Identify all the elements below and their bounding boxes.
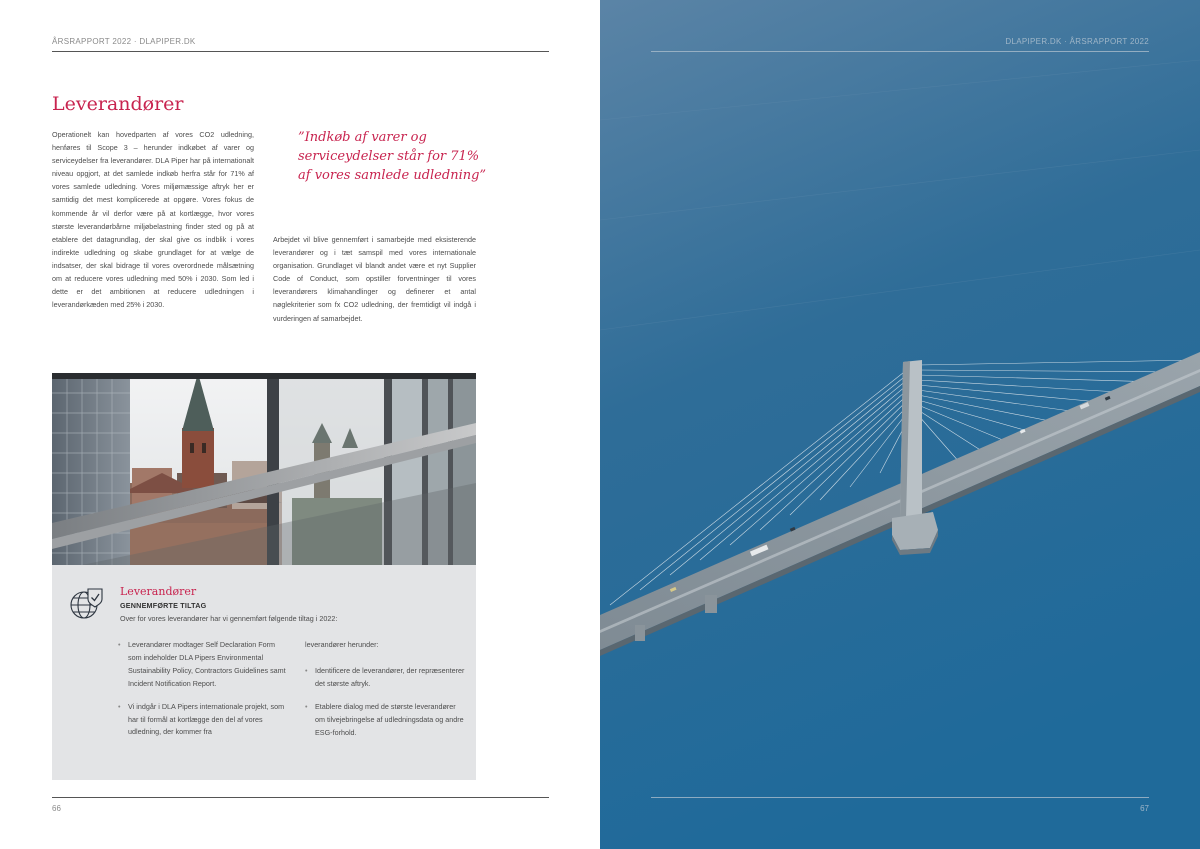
list-item	[305, 665, 465, 691]
footer-rule-left	[52, 797, 549, 798]
right-page	[600, 0, 1200, 849]
infobox-intro: Over for vores leverandører har vi gennemført følgende tiltag i 2022:	[120, 614, 338, 623]
running-head-right: DLAPIPER.DK · ÅRSRAPPORT 2022	[1005, 37, 1149, 46]
infobox-title: Leverandører	[120, 585, 197, 598]
page-title: Leverandører	[52, 93, 184, 115]
globe-check-icon	[68, 585, 104, 621]
list-item-text: Identificere de leverandører, der repræsenterer det største aftryk.	[315, 665, 465, 688]
bridge-aerial-photo	[600, 0, 1200, 849]
infobox-subtitle: GENNEMFØRTE TILTAG	[120, 601, 207, 610]
header-rule-right	[651, 51, 1149, 52]
office-window-photo	[52, 373, 476, 565]
bullet: •	[305, 665, 308, 675]
running-head-left: ÅRSRAPPORT 2022 · DLAPIPER.DK	[52, 37, 196, 46]
bullet: •	[118, 701, 121, 711]
body-text-column-2: Arbejdet vil blive gennemført i samarbejde med eksisterende leverandører og i tæt samspil med vores internationale organisation. Grundlaget vil blandt andet være et nyt Supplier Code of Conduct, som opstiller forventninger til vores leverandørers klimahandlinger og definerer et antal nøglekriterier som fx CO2 udledning, der fremtidigt vil indgå i vurderingen af samarbejdet.	[273, 235, 476, 323]
bullet: •	[305, 701, 308, 711]
bullet-list-1	[118, 639, 288, 739]
bullet-list-2	[305, 665, 465, 740]
list-item	[118, 701, 288, 740]
footer-rule-right	[651, 797, 1149, 798]
list-item	[118, 639, 288, 691]
bullet: •	[118, 640, 121, 649]
list-item	[305, 701, 465, 740]
list-item-text: Leverandører modtager Self Declaration Form som indeholder DLA Pipers Environmental Sustainability Policy, Contractors Guidelines samt Incident Notification Report.	[128, 640, 286, 688]
list-item-text: Vi indgår i DLA Pipers internationale projekt, som har til formål at kortlægge den del af vores udledning, der kommer fra	[128, 701, 285, 737]
infobox-column-2	[305, 639, 465, 749]
body-text-column-1: Operationelt kan hovedparten af vores CO2 udledning, henføres til Scope 3 – herunder indkøbet af varer og serviceydelser fra leverandører. DLA Piper har på internationalt niveau opgjort, at det samlede indkøb herfra står for 71% af vores samlede udledning. Vores miljømæssige aftryk her er samtidig det mest komplicerede at opgøre. Vores fokus de kommende år vil derfor være på at kortlægge, hvor vores største leverandørbårne miljøbelastning finder sted og på at etablere det datagrundlag, der skal give os indblik i vores indirekte udledning og skabe grundlaget for at vælge de indsatser, der skal bidrage til vores overordnede målsætning om at reducere vores udledning med 50% i 2030. Som led i dette er det ambitionen at reducere udledningen i leverandørkæden med 25% i 2030.	[52, 130, 254, 310]
pull-quote: ”Indkøb af varer og serviceydelser står for 71% af vores samlede udledning”	[298, 130, 487, 183]
page-number-left: 66	[52, 804, 61, 813]
office-window-illustration	[52, 373, 476, 565]
page-number-right: 67	[1140, 804, 1149, 813]
list-item-text: Etablere dialog med de største leverandører om tilvejebringelse af udledningsdata og andre ESG-forhold.	[315, 701, 464, 737]
header-rule-left	[52, 51, 549, 52]
infobox	[52, 565, 476, 780]
list-continuation: leverandører herunder:	[305, 640, 379, 649]
infobox-column-1	[118, 639, 288, 749]
